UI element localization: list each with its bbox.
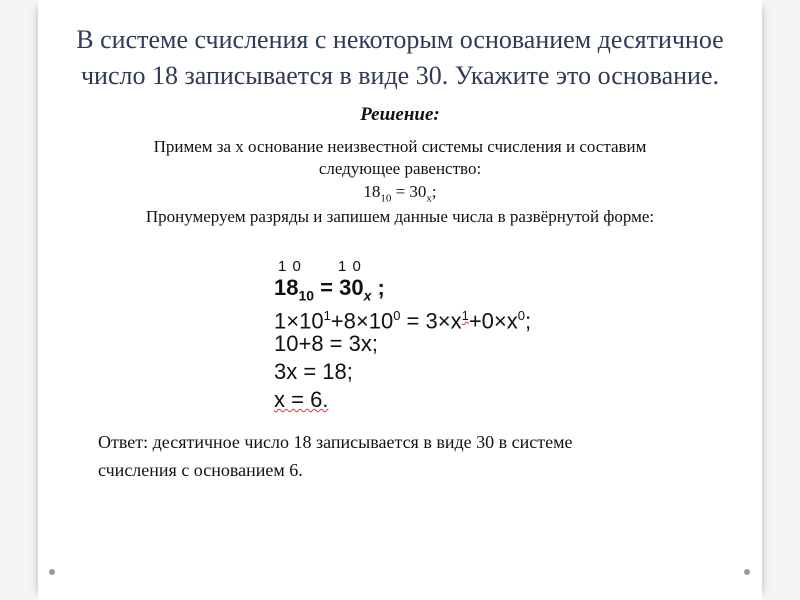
m2d: +0×x	[468, 308, 518, 334]
slide	[38, 0, 762, 600]
m2c: = 3×x	[400, 308, 462, 334]
intro-line-2: следующее равенство:	[318, 159, 482, 178]
m1s2: x	[363, 287, 372, 304]
m1c: ;	[371, 275, 385, 300]
math-line-4: 3x = 18;	[274, 359, 353, 384]
slide-title	[38, 22, 762, 94]
eq-right-sub: x	[426, 192, 432, 205]
equation-line	[38, 182, 762, 204]
m2b: +8×10	[330, 308, 394, 334]
eq-mid: = 30	[391, 182, 427, 201]
digit-index-row	[274, 258, 564, 274]
m1a: 18	[274, 275, 299, 300]
math-line-2	[274, 302, 564, 334]
corner-dot-right	[744, 569, 750, 575]
math-image	[274, 258, 564, 418]
expand-text: Пронумеруем разряды и запишем данные числа в развёрнутой форме:	[145, 207, 655, 226]
answer-line-1: Ответ: десятичное число 18 записывается в виде 30 в системе	[98, 432, 573, 452]
digit-index-2: 1 0	[338, 258, 362, 275]
title-line-2: число 18 записывается в виде 30. Укажите это основание.	[80, 61, 720, 90]
solution-heading: Решение:	[360, 104, 440, 125]
solution-intro	[38, 136, 762, 180]
m2s1: 1	[323, 308, 331, 323]
eq-left: 18	[363, 182, 381, 201]
m2s2: 0	[393, 308, 401, 323]
math-line-1	[274, 274, 564, 302]
digit-index-1: 1 0	[278, 258, 302, 275]
eq-left-sub: 10	[380, 192, 392, 205]
eq-end: ;	[431, 182, 437, 201]
answer	[98, 428, 718, 484]
corner-dot-left	[49, 569, 55, 575]
m1s1: 10	[298, 287, 315, 304]
answer-line-2: счисления с основанием 6.	[98, 460, 303, 480]
title-line-1: В системе счисления с некоторым основанием десятичное	[76, 25, 724, 54]
m1b: = 30	[314, 275, 364, 300]
m2s3: 1	[461, 308, 469, 323]
m2a: 1×10	[274, 308, 324, 334]
math-line-5: x = 6.	[274, 387, 329, 412]
intro-line-1: Примем за x основание неизвестной системы счисления и составим	[153, 137, 647, 156]
math-line-3: 10+8 = 3x;	[274, 331, 378, 356]
m2e: ;	[525, 308, 532, 334]
m2s4: 0	[517, 308, 525, 323]
